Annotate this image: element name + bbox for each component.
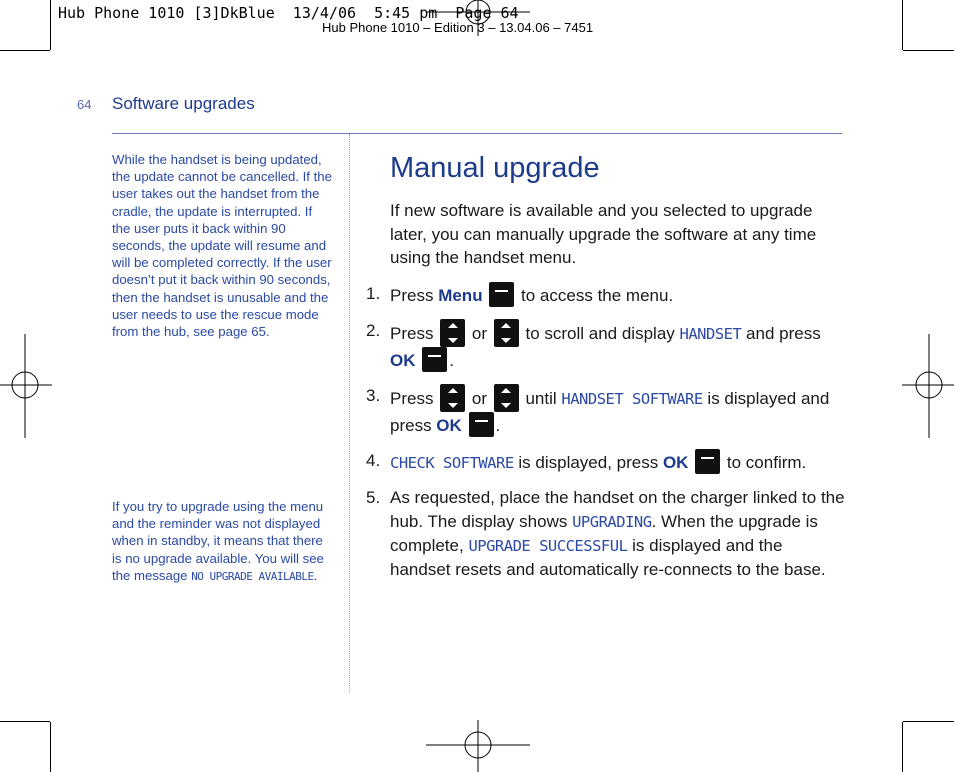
steps-list	[366, 282, 846, 593]
crop-mark	[902, 0, 903, 50]
edition-slug: Hub Phone 1010 – Edition 3 – 13.04.06 – 7451	[322, 20, 594, 35]
intro-paragraph: If new software is available and you selected to upgrade later, you can manually upgrade the software at any time using the handset menu.	[390, 201, 817, 267]
crop-mark	[903, 721, 954, 722]
section-title: Software upgrades	[112, 94, 255, 113]
nav-up-down-icon	[494, 319, 519, 347]
column-divider	[349, 134, 350, 692]
crop-mark	[0, 50, 50, 51]
key-label: Menu	[438, 286, 483, 305]
soft-key-icon	[695, 449, 720, 474]
step-4	[366, 449, 846, 475]
registration-mark-bottom	[426, 720, 530, 772]
header-rule	[112, 133, 842, 134]
crop-mark	[902, 722, 903, 772]
soft-key-icon	[469, 412, 494, 437]
lcd-text: HANDSET SOFTWARE	[561, 390, 703, 408]
step-number: 1.	[366, 284, 381, 303]
lcd-text: UPGRADE SUCCESSFUL	[468, 537, 628, 555]
step-number: 4.	[366, 451, 381, 470]
lcd-text: UPGRADING	[572, 513, 652, 531]
key-label: OK	[436, 416, 462, 435]
registration-mark-left	[0, 334, 52, 438]
key-label: OK	[390, 351, 416, 370]
nav-up-down-icon	[440, 319, 465, 347]
note-text: .	[313, 567, 318, 583]
sidebar-note-update: While the handset is being updated, the update cannot be cancelled. If the user takes out the handset from the cradle, the update is interrupted. If the user puts it back within 90 seconds, the update will resume and will be completed correctly. If the user doesn’t put it back within 90 seconds, then the handset is unusable and the user needs to use the rescue mode from the hub, see page 65.	[112, 152, 332, 340]
step-text: Press	[390, 286, 439, 305]
step-text: . When the upgrade is complete,	[390, 512, 818, 555]
step-text: to scroll and display	[520, 324, 680, 343]
step-text: Press	[390, 389, 439, 408]
step-text: to access the menu.	[516, 286, 674, 305]
crop-mark	[50, 0, 51, 50]
step-text: .	[449, 351, 454, 370]
note-text: If you try to upgrade using the menu and the reminder was not displayed when in standby, it means that there is no upgrade available. You will see the message	[112, 499, 324, 583]
soft-key-icon	[489, 282, 514, 307]
step-3	[366, 384, 846, 438]
page-title: Manual upgrade	[390, 152, 600, 184]
page-number: 64	[77, 97, 92, 112]
step-5	[366, 486, 846, 582]
step-text: and press	[741, 324, 821, 343]
crop-mark	[0, 721, 50, 722]
lcd-text: CHECK SOFTWARE	[390, 454, 514, 472]
step-text: Press	[390, 324, 439, 343]
step-number: 3.	[366, 386, 381, 405]
step-number: 2.	[366, 321, 381, 340]
soft-key-icon	[422, 347, 447, 372]
step-text: .	[495, 416, 501, 435]
step-text: or	[467, 389, 492, 408]
step-text: As requested, place the handset on the charger linked to the hub. The display shows	[390, 488, 845, 531]
crop-mark	[50, 722, 51, 772]
step-text: is displayed and press	[390, 389, 830, 435]
key-label: OK	[662, 453, 689, 472]
step-text: to confirm.	[722, 453, 807, 472]
step-1	[366, 282, 846, 308]
registration-mark-right	[902, 334, 954, 438]
step-text: or	[467, 324, 492, 343]
crop-mark	[903, 50, 954, 51]
lcd-text: HANDSET	[679, 325, 742, 343]
step-text: is displayed, press	[513, 453, 663, 472]
sidebar-note-no-upgrade	[112, 498, 334, 585]
nav-up-down-icon	[440, 384, 465, 412]
step-number: 5.	[366, 488, 381, 507]
step-text: until	[520, 389, 562, 408]
step-2	[366, 319, 846, 373]
lcd-text: NO UPGRADE AVAILABLE	[191, 569, 314, 583]
step-text: is displayed and the handset resets and automatically re-connects to the base.	[390, 536, 826, 579]
nav-up-down-icon	[494, 384, 519, 412]
print-slug: Hub Phone 1010 [3]DkBlue 13/4/06 5:45 pm Page 64	[58, 4, 519, 22]
